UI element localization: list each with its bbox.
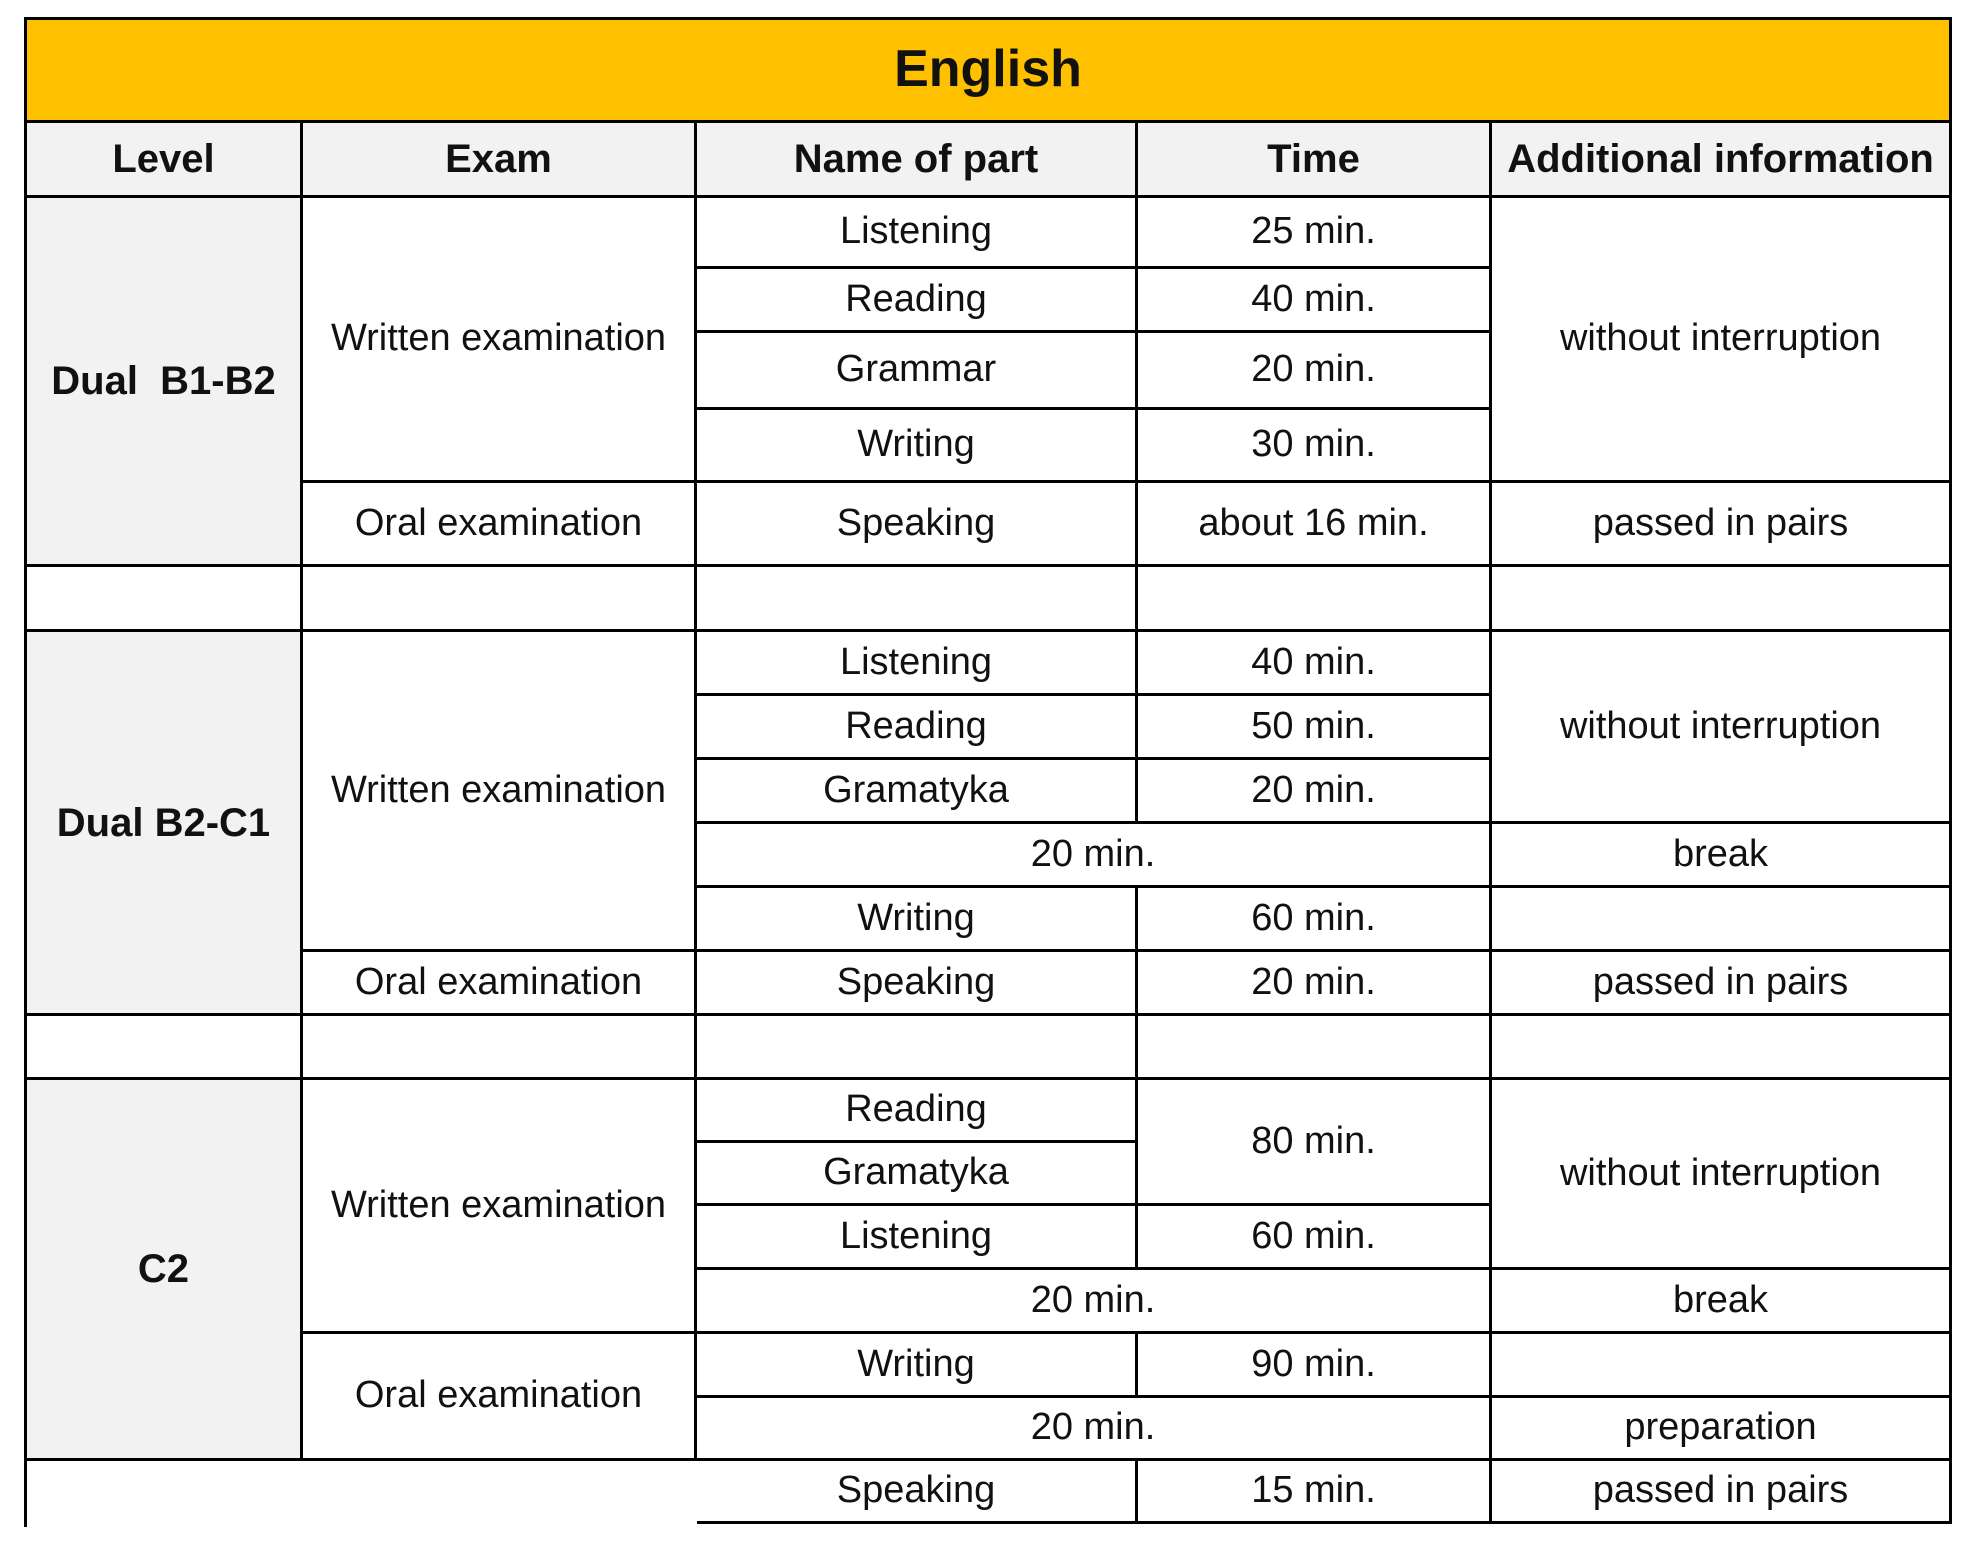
part-time: 90 min. [1138,1334,1492,1398]
spacer-cell [697,567,1138,632]
part-time: 80 min. [1138,1080,1492,1206]
part-name: Speaking [697,483,1138,567]
exam-written: Written examination [303,1080,697,1334]
table-title: English [27,20,1952,123]
part-time: 20 min. [1138,952,1492,1016]
table-row [24,1461,1952,1524]
info-cell-empty [1492,888,1952,952]
part-time: 40 min. [1138,269,1492,333]
spacer-cell [27,1016,303,1080]
level-cell: Dual B2-C1 [27,632,303,1016]
preparation-info: preparation [1492,1398,1952,1461]
info-cell: passed in pairs [1492,483,1952,567]
header-exam: Exam [303,123,697,198]
exam-written: Written examination [303,198,697,483]
break-info: break [1492,1270,1952,1334]
header-level: Level [27,123,303,198]
part-name: Reading [697,1080,1138,1143]
part-name: Grammar [697,333,1138,410]
part-name: Gramatyka [697,1143,1138,1206]
spacer-cell [1492,1016,1952,1080]
header-time: Time [1138,123,1492,198]
info-cell: without interruption [1492,1080,1952,1270]
part-name: Writing [697,888,1138,952]
exam-written: Written examination [303,632,697,952]
header-additional-information: Additional information [1492,123,1952,198]
exam-oral-continued [303,1461,697,1524]
break-info: break [1492,824,1952,888]
level-cell-continued [27,1461,303,1524]
part-time: about 16 min. [1138,483,1492,567]
part-time: 60 min. [1138,1206,1492,1270]
part-name: Listening [697,1206,1138,1270]
break-time: 20 min. [697,1270,1492,1334]
exam-schedule-table [24,17,1952,1527]
info-cell: passed in pairs [1492,952,1952,1016]
part-time: 20 min. [1138,333,1492,410]
spacer-cell [1138,1016,1492,1080]
exam-oral: Oral examination [303,1334,697,1461]
spacer-cell [303,567,697,632]
part-name: Listening [697,632,1138,696]
part-time: 25 min. [1138,198,1492,269]
part-time: 30 min. [1138,410,1492,483]
part-time: 40 min. [1138,632,1492,696]
info-cell-empty [1492,1334,1952,1398]
preparation-time: 20 min. [697,1398,1492,1461]
part-time: 50 min. [1138,696,1492,760]
part-name: Gramatyka [697,760,1138,824]
info-cell: passed in pairs [1492,1461,1952,1524]
part-name: Reading [697,269,1138,333]
part-name: Speaking [697,1461,1138,1524]
part-name: Listening [697,198,1138,269]
spacer-cell [1492,567,1952,632]
spacer-cell [303,1016,697,1080]
part-name: Writing [697,410,1138,483]
spacer-cell [27,567,303,632]
exam-oral: Oral examination [303,483,697,567]
break-time: 20 min. [697,824,1492,888]
part-time: 15 min. [1138,1461,1492,1524]
spacer-cell [697,1016,1138,1080]
part-name: Reading [697,696,1138,760]
part-name: Writing [697,1334,1138,1398]
part-name: Speaking [697,952,1138,1016]
exam-oral: Oral examination [303,952,697,1016]
info-cell: without interruption [1492,632,1952,824]
info-cell: without interruption [1492,198,1952,483]
header-name-of-part: Name of part [697,123,1138,198]
part-time: 60 min. [1138,888,1492,952]
level-cell: C2 [27,1080,303,1461]
part-time: 20 min. [1138,760,1492,824]
spacer-cell [1138,567,1492,632]
level-cell: Dual B1-B2 [27,198,303,567]
